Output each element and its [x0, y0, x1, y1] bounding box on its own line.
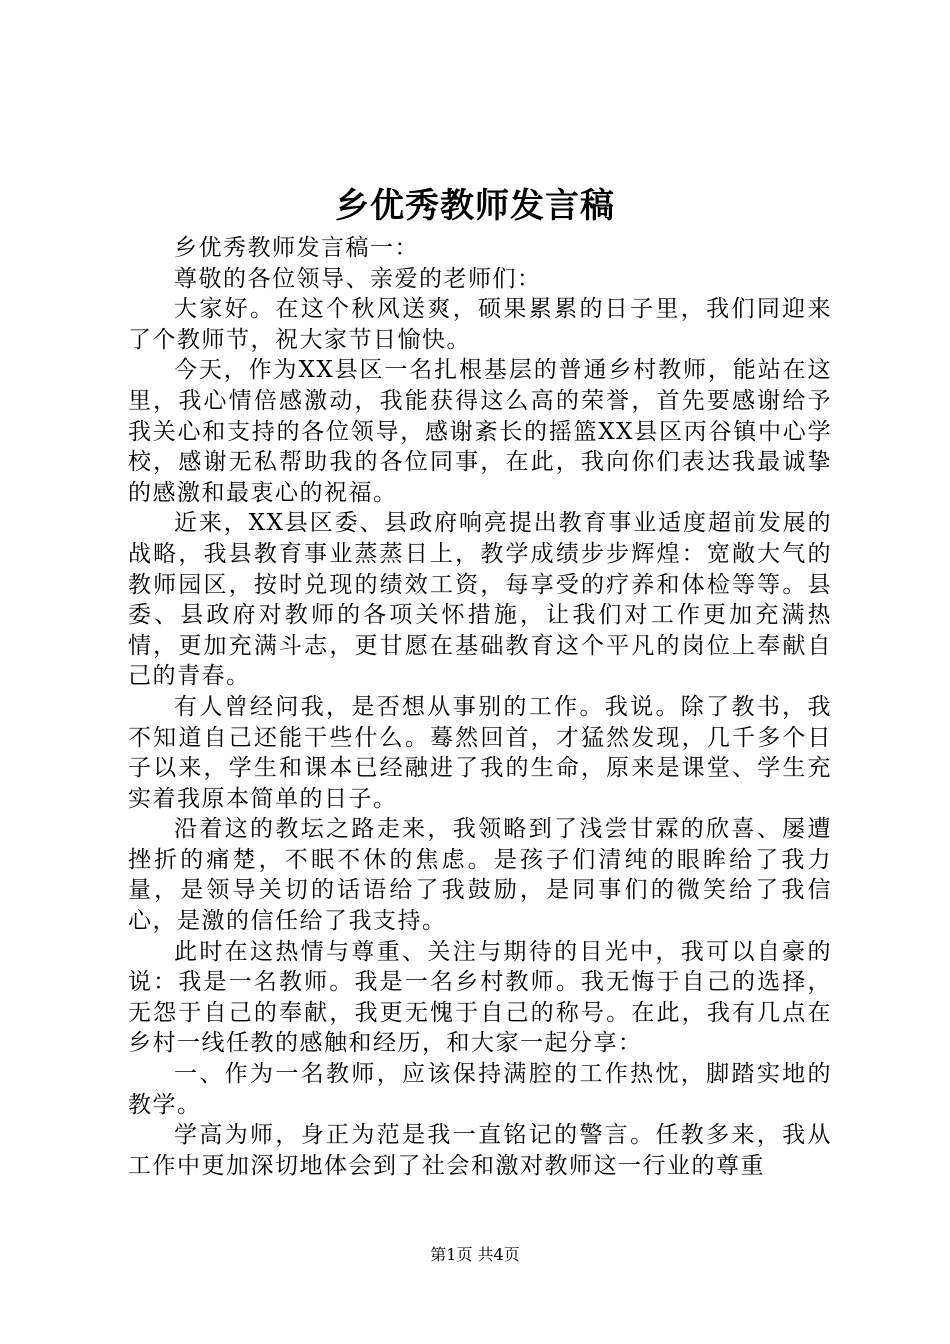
- document-body: [128, 233, 832, 1181]
- document-title: 乡优秀教师发言稿: [335, 186, 615, 226]
- page-footer: 第1页 共4页: [430, 1245, 520, 1264]
- paragraph: 有人曾经问我，是否想从事别的工作。我说。除了教书，我不知道自己还能干些什么。蓦然回首，才猛然发现，几千多个日子以来，学生和课本已经融进了我的生命，原来是课堂、学生充实着我原本简单的日子。: [128, 693, 832, 812]
- paragraph: 大家好。在这个秋风送爽，硕果累累的日子里，我们同迎来了个教师节，祝大家节日愉快。: [128, 296, 832, 353]
- paragraph: 学高为师，身正为范是我一直铭记的警言。任教多来，我从工作中更加深切地体会到了社会和激对教师这一行业的尊重: [128, 1122, 832, 1179]
- paragraph: 乡优秀教师发言稿一：: [174, 235, 419, 261]
- paragraph: 今天，作为XX县区一名扎根基层的普通乡村教师，能站在这里，我心情倍感激动，我能获得这么高的荣誉，首先要感谢给予我关心和支持的各位领导，感谢紊长的摇篮XX县区丙谷镇中心学校，感谢无私帮助我的各位同事，在此，我向你们表达我最诚挚的感激和最衷心的祝福。: [128, 357, 832, 506]
- paragraph: 近来，XX县区委、县政府响亮提出教育事业适度超前发展的战略，我县教育事业蒸蒸日上，教学成绩步步辉煌：宽敞大气的教师园区，按时兑现的绩效工资，每享受的疗养和体检等等。县委、县政府对教师的各项关怀措施，让我们对工作更加充满热情，更加充满斗志，更甘愿在基础教育这个平凡的岗位上奉献自己的青春。: [128, 510, 832, 690]
- paragraph: 此时在这热情与尊重、关注与期待的目光中，我可以自豪的说：我是一名教师。我是一名乡村教师。我无悔于自己的选择，无怨于自己的奉献，我更无愧于自己的称号。在此，我有几点在乡村一线任教的感触和经历，和大家一起分享：: [128, 938, 832, 1057]
- paragraph: 尊敬的各位领导、亲爱的老师们：: [174, 265, 542, 292]
- paragraph: 一、作为一名教师，应该保持满腔的工作热忱，脚踏实地的教学。: [128, 1061, 832, 1118]
- paragraph: 沿着这的教坛之路走来，我领略到了浅尝甘霖的欣喜、屡遭挫折的痛楚，不眠不休的焦虑。是孩子们清纯的眼眸给了我力量，是领导关切的话语给了我鼓励，是同事们的微笑给了我信心，是激的信任给了我支持。: [128, 816, 832, 935]
